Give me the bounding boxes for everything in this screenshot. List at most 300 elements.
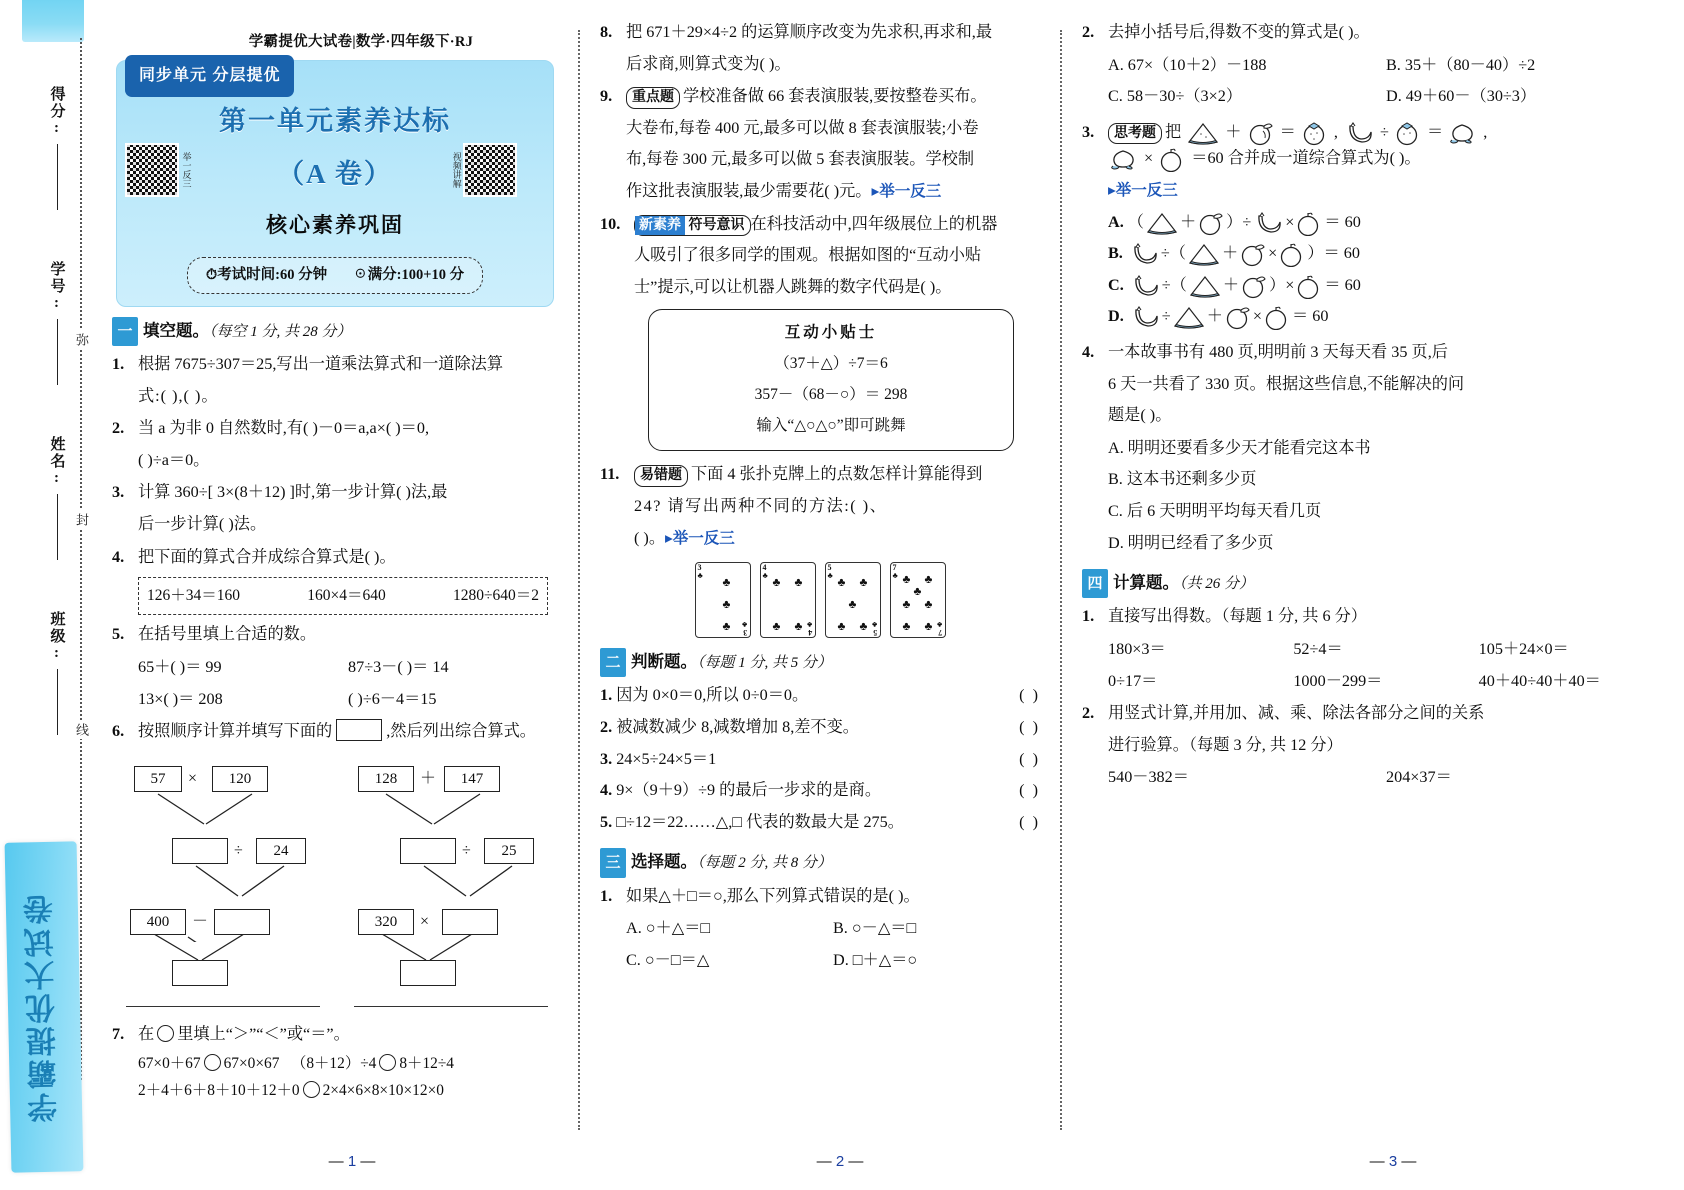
field-score-label: 得分: bbox=[48, 85, 65, 138]
judge-item-1 bbox=[600, 680, 1040, 712]
card-4-pip-1: ♣ bbox=[902, 572, 911, 587]
judge-item-4-answer[interactable]: ( ) bbox=[1019, 781, 1040, 800]
peach-icon-2 bbox=[1109, 146, 1139, 172]
choice-3-stem-b[interactable]: ＝60 合并成一道综合算式为( )。 bbox=[1191, 149, 1421, 168]
column-2 bbox=[580, 0, 1060, 1190]
choice-question-1 bbox=[600, 881, 1040, 913]
book-line: 学霸提优大试卷|数学·四年级下·RJ bbox=[248, 34, 474, 50]
question-10-number: 10. bbox=[600, 214, 621, 233]
judge-item-3-answer[interactable]: ( ) bbox=[1019, 749, 1040, 768]
choice-3-jyfs-link[interactable]: ▸举一反三 bbox=[1108, 181, 1178, 199]
question-10-tags bbox=[634, 215, 751, 237]
q5-eq-1a[interactable]: 65＋( )＝ 99 bbox=[138, 657, 222, 676]
card-4-pip-3: ♣ bbox=[913, 584, 922, 599]
question-2 bbox=[112, 413, 558, 476]
flow-right-result bbox=[344, 934, 558, 986]
question-9-line-2: 大卷布,每卷 400 元,最多可以做 8 套表演服装;小卷 bbox=[626, 118, 979, 137]
calc-1-stem: 直接写出得数。（每题 1 分, 共 6 分） bbox=[1108, 607, 1367, 626]
choice-3-option-d[interactable]: D. ÷ ＋ × ＝ 60 bbox=[1082, 301, 1664, 333]
choice-3-result-c: ＝ 60 bbox=[1324, 275, 1361, 294]
judge-item-3 bbox=[600, 744, 1040, 776]
flow-r-r3-a: 320 bbox=[358, 909, 414, 935]
flow-r-r1-a: 128 bbox=[358, 766, 414, 792]
page-number-3: — 3 — bbox=[1369, 1152, 1417, 1170]
judge-item-5-answer[interactable]: ( ) bbox=[1019, 812, 1040, 831]
card-1-rank-br: 3 ♣ bbox=[742, 620, 748, 638]
flow-r-r2-a[interactable] bbox=[400, 838, 456, 864]
question-2-line-2[interactable]: ( )÷a＝0。 bbox=[138, 450, 210, 469]
field-score bbox=[47, 86, 68, 210]
choice-1-stem[interactable]: 如果△＋□＝○,那么下列算式错误的是( )。 bbox=[626, 886, 920, 905]
question-6-line-1a: 按照顺序计算并填写下面的 bbox=[138, 722, 333, 741]
card-1-rank: 3 ♣ bbox=[697, 563, 703, 581]
choice-3-option-b[interactable]: B. ÷（ ＋ × ）＝ 60 bbox=[1082, 238, 1664, 270]
series-banner bbox=[5, 841, 84, 1172]
choice-3-times: × bbox=[1144, 149, 1154, 168]
question-10-line-1-wrap bbox=[634, 209, 1040, 241]
flow-r-r1-b: 147 bbox=[444, 766, 500, 792]
section-number-4: 四 bbox=[1082, 569, 1108, 598]
card-3-pip-5: ♣ bbox=[859, 619, 868, 634]
flow-l-r3-op: － bbox=[192, 912, 209, 930]
calc-1-eq-3[interactable]: 105＋24×0＝ bbox=[1478, 639, 1569, 658]
flow-r-r1-op: ＋ bbox=[420, 769, 437, 787]
judge-item-5-text: 5. □÷12＝22……△,□ 代表的数最大是 275。 bbox=[600, 812, 904, 831]
qr-code-icon-left[interactable] bbox=[125, 143, 179, 197]
question-7-body bbox=[138, 1019, 558, 1051]
section-points-4: （共 26 分） bbox=[1179, 576, 1255, 593]
section-title-1: 填空题。 bbox=[143, 320, 209, 340]
judge-item-2-text: 2. 被减数减少 8,减数增加 8,差不变。 bbox=[600, 717, 859, 736]
orange-icon-d bbox=[1224, 304, 1252, 330]
question-9-jyfs-link[interactable]: ▸举一反三 bbox=[871, 182, 942, 200]
card-4-pip-2: ♣ bbox=[924, 572, 933, 587]
question-11-line-2[interactable]: 24? 请写出两种不同的方法:( )、 bbox=[634, 496, 888, 515]
q7-p1-right: 67×0×67 bbox=[223, 1055, 280, 1073]
question-5 bbox=[112, 619, 558, 651]
q4-eq-1: 126＋34＝160 bbox=[147, 587, 241, 605]
card-4-pip-6: ♣ bbox=[902, 619, 911, 634]
seal-char-1: 弥 bbox=[72, 330, 91, 349]
choice-2-option-c[interactable]: C. 58－30÷（3×2） bbox=[1108, 87, 1243, 106]
page-subtitle: 核心素养巩固 bbox=[266, 212, 404, 237]
question-7 bbox=[112, 1019, 558, 1051]
q4-eq-3: 1280÷640＝2 bbox=[452, 587, 539, 605]
section-title-4: 计算题。 bbox=[1113, 573, 1179, 593]
tangerine-icon-b bbox=[1278, 241, 1306, 267]
question-9-body bbox=[626, 81, 1040, 207]
orange-icon-a bbox=[1197, 210, 1225, 236]
card-2-pip-1: ♣ bbox=[772, 575, 781, 590]
choice-3-jyfs-row bbox=[1082, 175, 1664, 207]
question-9-number: 9. bbox=[600, 87, 613, 106]
seal-char-3: 线 bbox=[72, 720, 91, 739]
card-4-pip-7: ♣ bbox=[924, 619, 933, 634]
calc-2-body bbox=[1108, 698, 1664, 761]
question-9-line-1: 学校准备做 66 套表演服装,要按整卷买布。 bbox=[683, 87, 987, 106]
judge-item-5 bbox=[600, 807, 1040, 839]
calc-2-eq-1[interactable]: 540－382＝ bbox=[1108, 768, 1189, 787]
playing-card-3-clubs bbox=[695, 562, 751, 638]
exam-sidebar bbox=[0, 0, 98, 1190]
judge-item-1-text: 1. 因为 0×0＝0,所以 0÷0＝0。 bbox=[600, 686, 809, 705]
orange-icon-b bbox=[1239, 241, 1267, 267]
tip-box-line-1: （37＋△）÷7＝6 bbox=[774, 355, 888, 373]
flow-diagram-left bbox=[116, 754, 330, 942]
section-number-3: 三 bbox=[600, 848, 626, 877]
flow-l-r2-b: 24 bbox=[256, 838, 306, 864]
card-4-rank: 7 ♣ bbox=[892, 563, 898, 581]
content-columns bbox=[98, 0, 1684, 1190]
exam-header-card bbox=[116, 60, 554, 306]
page-title: 第一单元素养达标（A 卷） bbox=[219, 106, 451, 189]
calc-1-eq-1[interactable]: 180×3＝ bbox=[1108, 639, 1166, 658]
exam-time: ⏱考试时间:60 分钟 bbox=[205, 267, 328, 284]
choice-1-option-d[interactable]: D. □＋△＝○ bbox=[833, 950, 918, 969]
watermelon-icon-d bbox=[1172, 306, 1206, 330]
card-2-pip-2: ♣ bbox=[794, 575, 803, 590]
question-3-line-2[interactable]: 后一步计算( )法。 bbox=[138, 514, 267, 533]
qr-left[interactable] bbox=[125, 143, 219, 197]
q7-p2-right: 8＋12÷4 bbox=[399, 1055, 454, 1073]
header-pill: 同步单元 分层提优 bbox=[125, 55, 294, 97]
card-3-rank-br: 5 ♣ bbox=[872, 620, 878, 638]
choice-4-line-1: 一本故事书有 480 页,明明前 3 天每天看 35 页,后 bbox=[1108, 342, 1448, 361]
card-1-pip-2: ♣ bbox=[722, 597, 731, 612]
section-title-2: 判断题。 bbox=[631, 652, 697, 672]
playing-cards bbox=[600, 562, 1040, 638]
peach-icon bbox=[1448, 120, 1478, 146]
choice-3-divide-1: ÷ bbox=[1379, 122, 1389, 141]
q4-eq-2: 160×4＝640 bbox=[307, 587, 386, 605]
judge-item-1-answer[interactable]: ( ) bbox=[1019, 686, 1040, 705]
card-4-rank-br: 7 ♣ bbox=[937, 620, 943, 638]
choice-2-option-d[interactable]: D. 49＋60－（30÷3） bbox=[1386, 87, 1537, 106]
orange-icon-c bbox=[1240, 273, 1268, 299]
choice-1-option-b[interactable]: B. ○－△＝□ bbox=[833, 919, 917, 938]
section-points-3: （每题 2 分, 共 8 分） bbox=[697, 855, 833, 872]
tip-box-title: 互动小贴士 bbox=[784, 324, 878, 342]
field-student-id-rule bbox=[57, 319, 58, 385]
q6-answer-line-right[interactable] bbox=[354, 1006, 548, 1007]
tangerine-icon-d bbox=[1263, 304, 1291, 330]
flow-r-r4[interactable] bbox=[400, 960, 456, 986]
q7-p2-left: （8＋12）÷4 bbox=[290, 1055, 377, 1073]
qr-code-icon-right[interactable] bbox=[463, 143, 517, 197]
calc-2-eq-2[interactable]: 204×37＝ bbox=[1386, 768, 1452, 787]
choice-3-label-c: C. bbox=[1108, 275, 1124, 294]
choice-4-line-3[interactable]: 题是( )。 bbox=[1108, 406, 1172, 425]
judge-item-2-answer[interactable]: ( ) bbox=[1019, 717, 1040, 736]
question-3-number: 3. bbox=[112, 483, 125, 502]
choice-2-stem[interactable]: 去掉小括号后,得数不变的算式是( )。 bbox=[1108, 23, 1370, 41]
question-8-body bbox=[626, 17, 1040, 80]
calc-1-eq-5[interactable]: 1000－299＝ bbox=[1293, 671, 1383, 690]
column-3 bbox=[1062, 0, 1684, 1190]
field-name-label: 姓名: bbox=[48, 435, 65, 488]
question-10-tag-outline: 符号意识 bbox=[688, 217, 745, 233]
question-10-line-3[interactable]: 士”提示,可以让机器人跳舞的数字代码是( )。 bbox=[634, 277, 952, 296]
question-9-tag: 重点题 bbox=[626, 87, 680, 109]
choice-4-body bbox=[1108, 337, 1664, 432]
choice-question-4 bbox=[1082, 337, 1664, 432]
calc-1-eq-4[interactable]: 0÷17＝ bbox=[1108, 671, 1158, 690]
question-1 bbox=[112, 349, 558, 412]
watermelon-icon-b bbox=[1187, 243, 1221, 267]
flow-left-result bbox=[116, 934, 330, 986]
choice-1-options-row-2 bbox=[600, 945, 1040, 977]
playing-card-4-clubs bbox=[760, 562, 816, 638]
flow-l-r4[interactable] bbox=[172, 960, 228, 986]
question-5-number: 5. bbox=[112, 625, 125, 644]
judge-item-2 bbox=[600, 712, 1040, 744]
flow-r-r2-b: 25 bbox=[484, 838, 534, 864]
question-11-line-1: 下面 4 张扑克牌上的点数怎样计算能得到 bbox=[691, 465, 983, 484]
choice-1-option-a[interactable]: A. ○＋△＝□ bbox=[626, 919, 711, 938]
question-3 bbox=[112, 477, 558, 540]
q5-eq-2b[interactable]: ( )÷6－4＝15 bbox=[348, 689, 437, 708]
choice-2-option-a[interactable]: A. 67×（10＋2）－188 bbox=[1108, 55, 1267, 74]
calc-question-2 bbox=[1082, 698, 1664, 761]
card-4-pip-4: ♣ bbox=[902, 597, 911, 612]
flow-r-r3-op: × bbox=[420, 912, 430, 930]
q6-answer-line-left[interactable] bbox=[126, 1006, 320, 1007]
choice-4-option-d[interactable]: D. 明明已经看了多少页 bbox=[1108, 533, 1274, 552]
question-7-line-1a: 在 bbox=[138, 1024, 155, 1043]
exam-meta bbox=[187, 257, 483, 293]
calc-1-row-1 bbox=[1082, 634, 1664, 666]
question-9-line-1-wrap bbox=[626, 81, 1040, 113]
choice-3-equals-1: ＝ bbox=[1279, 122, 1296, 141]
field-class-rule bbox=[57, 669, 58, 735]
question-6-body bbox=[138, 716, 558, 748]
qr-right-label: 视频讲解 bbox=[451, 152, 462, 189]
card-3-rank: 5 ♣ bbox=[827, 563, 833, 581]
question-1-line-2[interactable]: 式:( ),( )。 bbox=[138, 386, 219, 405]
flow-r-r2-op: ÷ bbox=[462, 841, 471, 859]
question-7-line-1b: 里填上“＞”“＜”或“＝”。 bbox=[177, 1024, 350, 1043]
question-4 bbox=[112, 542, 558, 574]
question-2-line-1[interactable]: 当 a 为非 0 自然数时,有( )－0＝a,a×( )＝0, bbox=[138, 419, 430, 438]
question-8-line-1: 把 671＋29×4÷2 的运算顺序改变为先求积,再求和,最 bbox=[626, 23, 993, 41]
tip-box-line-3: 输入“△○△○”即可跳舞 bbox=[756, 417, 906, 435]
judge-item-3-text: 3. 24×5÷24×5＝1 bbox=[600, 749, 717, 768]
question-3-body bbox=[138, 477, 558, 540]
choice-3-label-b: B. bbox=[1108, 244, 1123, 263]
tangerine-icon-c bbox=[1295, 273, 1323, 299]
choice-1-number: 1. bbox=[600, 886, 613, 905]
card-3-pip-1: ♣ bbox=[837, 575, 846, 590]
q7-circle-2[interactable] bbox=[379, 1054, 396, 1071]
q7-circle-3[interactable] bbox=[303, 1081, 320, 1098]
flow-l-r2-op: ÷ bbox=[234, 841, 243, 859]
question-6-number: 6. bbox=[112, 722, 125, 741]
choice-3-tag: 思考题 bbox=[1108, 123, 1162, 145]
section-points-2: （每题 1 分, 共 5 分） bbox=[697, 655, 833, 672]
flow-l-r2-a[interactable] bbox=[172, 838, 228, 864]
choice-1-options-row-1 bbox=[600, 913, 1040, 945]
orange-icon bbox=[1247, 120, 1275, 146]
question-8-number: 8. bbox=[600, 23, 613, 41]
question-6-diagrams bbox=[116, 754, 558, 942]
card-3-pip-2: ♣ bbox=[859, 575, 868, 590]
choice-1-option-c[interactable]: C. ○－□＝△ bbox=[626, 950, 710, 969]
question-11 bbox=[600, 459, 1040, 554]
card-4-pip-5: ♣ bbox=[924, 597, 933, 612]
flow-l-r3-a: 400 bbox=[130, 909, 186, 935]
calc-2-line-2: 进行验算。（每题 3 分, 共 12 分） bbox=[1108, 735, 1343, 754]
flow-r-r3-b[interactable] bbox=[442, 909, 498, 935]
calc-2-line-1: 用竖式计算,并用加、减、乘、除法各部分之间的关系 bbox=[1108, 704, 1485, 723]
page-number-2: — 2 — bbox=[816, 1152, 864, 1170]
choice-4-number: 4. bbox=[1082, 342, 1095, 361]
question-11-jyfs-link[interactable]: ▸举一反三 bbox=[665, 529, 735, 547]
field-class-label: 班级: bbox=[48, 610, 65, 663]
question-11-number: 11. bbox=[600, 465, 620, 484]
page-number-1: — 1 — bbox=[328, 1152, 376, 1170]
choice-3-label-d: D. bbox=[1108, 307, 1124, 326]
strawberry-icon bbox=[1301, 120, 1329, 146]
question-4-number: 4. bbox=[112, 547, 125, 566]
banana-icon-b bbox=[1128, 241, 1160, 267]
flow-l-r1-a: 57 bbox=[134, 766, 182, 792]
q5-eq-1b[interactable]: 87÷3－( )＝ 14 bbox=[348, 657, 449, 676]
card-1-pip-3: ♣ bbox=[722, 619, 731, 634]
playing-card-7-clubs bbox=[890, 562, 946, 638]
watermelon-icon-a bbox=[1145, 212, 1179, 236]
field-name bbox=[47, 436, 68, 560]
choice-2-option-b[interactable]: B. 35＋（80－40）÷2 bbox=[1386, 55, 1536, 74]
strawberry-icon-2 bbox=[1394, 120, 1422, 146]
question-11-tag: 易错题 bbox=[634, 465, 688, 487]
choice-3-result-a: ＝ 60 bbox=[1324, 212, 1361, 231]
calc-2-row-1 bbox=[1082, 762, 1664, 794]
choice-4-option-c[interactable]: C. 后 6 天明明平均每天看几页 bbox=[1108, 501, 1322, 520]
q7-p1-left: 67×0＋67 bbox=[138, 1055, 201, 1073]
field-name-rule bbox=[57, 494, 58, 560]
question-5-row-2 bbox=[112, 684, 558, 716]
question-10-tag-blue: 新素养 bbox=[635, 216, 685, 236]
card-2-rank: 4 ♣ bbox=[762, 563, 768, 581]
choice-3-number: 3. bbox=[1082, 122, 1095, 141]
choice-2-number: 2. bbox=[1082, 23, 1095, 41]
choice-4-option-a[interactable]: A. 明明还要看多少天才能看完这本书 bbox=[1108, 438, 1371, 457]
exam-total-score: ☉满分:100+10 分 bbox=[353, 267, 465, 284]
card-3-pip-4: ♣ bbox=[837, 619, 846, 634]
question-9 bbox=[600, 81, 1040, 207]
choice-3-option-c[interactable]: C. ÷（ ＋ ）× ＝ 60 bbox=[1082, 270, 1664, 302]
choice-3-stem-a: 把 bbox=[1165, 122, 1182, 141]
calc-1-row-2 bbox=[1082, 666, 1664, 698]
tip-box-line-2: 357－（68－○）＝ 298 bbox=[754, 386, 908, 404]
section-heading-calc bbox=[1082, 567, 1664, 599]
question-7-number: 7. bbox=[112, 1024, 125, 1043]
choice-3-plus-1: ＋ bbox=[1225, 122, 1242, 141]
section-points-1: （每空 1 分, 共 28 分） bbox=[209, 323, 352, 340]
question-11-body bbox=[634, 459, 1040, 554]
question-8 bbox=[600, 17, 1040, 80]
question-6-line-1b: ,然后列出综合算式。 bbox=[386, 722, 536, 741]
calc-1-eq-2[interactable]: 52÷4＝ bbox=[1293, 639, 1343, 658]
question-1-line-1: 根据 7675÷307＝25,写出一道乘法算式和一道除法算 bbox=[138, 355, 504, 373]
watermelon-icon-c bbox=[1188, 275, 1222, 299]
tangerine-icon bbox=[1158, 146, 1186, 172]
q7-p3-right: 2×4×6×8×10×12×0 bbox=[322, 1082, 444, 1100]
q5-eq-2a[interactable]: 13×( )＝ 208 bbox=[138, 689, 223, 708]
section-number-1: 一 bbox=[112, 317, 138, 346]
flow-result-row bbox=[116, 934, 558, 986]
question-2-body bbox=[138, 413, 558, 476]
answer-box-icon[interactable] bbox=[336, 719, 382, 741]
q7-circle-1[interactable] bbox=[204, 1054, 221, 1071]
question-3-line-1[interactable]: 计算 360÷[ 3×(8＋12) ]时,第一步计算( )法,最 bbox=[138, 483, 448, 502]
choice-4-option-b[interactable]: B. 这本书还剩多少页 bbox=[1108, 470, 1257, 489]
judge-item-4-text: 4. 9×（9＋9）÷9 的最后一步求的是商。 bbox=[600, 781, 882, 800]
question-1-body bbox=[138, 349, 558, 412]
calc-1-eq-6[interactable]: 40＋40÷40＋40＝ bbox=[1478, 671, 1601, 690]
card-2-pip-3: ♣ bbox=[772, 619, 781, 634]
question-7-row-1 bbox=[112, 1051, 558, 1078]
field-score-rule bbox=[57, 144, 58, 210]
question-7-row-2 bbox=[112, 1078, 558, 1105]
column-1 bbox=[98, 0, 578, 1190]
flow-l-r3-b[interactable] bbox=[214, 909, 270, 935]
sidebar-fields bbox=[40, 60, 74, 760]
choice-3-option-a[interactable]: A. （ ＋ ）÷ × ＝ 60 bbox=[1082, 207, 1664, 239]
flow-l-r1-b: 120 bbox=[212, 766, 268, 792]
question-4-body bbox=[138, 542, 558, 574]
question-5-body: 在括号里填上合适的数。 bbox=[138, 625, 317, 644]
qr-right[interactable] bbox=[451, 143, 545, 197]
tangerine-icon-a bbox=[1295, 210, 1323, 236]
question-11-line-3-wrap bbox=[634, 523, 1040, 555]
question-4-line-1[interactable]: 把下面的算式合并成综合算式是( )。 bbox=[138, 547, 396, 566]
choice-3-label-a: A. bbox=[1108, 212, 1124, 231]
question-1-number: 1. bbox=[112, 355, 125, 373]
card-3-pip-3: ♣ bbox=[848, 597, 857, 612]
choice-question-2 bbox=[1082, 17, 1664, 49]
section-title-3: 选择题。 bbox=[631, 852, 697, 872]
judge-item-4 bbox=[600, 775, 1040, 807]
q6-answer-lines bbox=[116, 1000, 558, 1007]
section-heading-choice bbox=[600, 846, 1040, 878]
card-2-pip-4: ♣ bbox=[794, 619, 803, 634]
question-9-line-4-wrap bbox=[626, 176, 1040, 208]
question-6 bbox=[112, 716, 558, 748]
section-number-2: 二 bbox=[600, 648, 626, 677]
choice-2-options-row-1 bbox=[1082, 50, 1664, 82]
question-9-line-3: 布,每卷 300 元,最多可以做 5 套表演服装。学校制 bbox=[626, 150, 975, 169]
question-11-line-3[interactable]: ( )。 bbox=[634, 528, 666, 547]
question-8-line-2[interactable]: 后求商,则算式变为( )。 bbox=[626, 54, 791, 73]
calc-1-number: 1. bbox=[1082, 607, 1095, 626]
question-10-body bbox=[634, 209, 1040, 304]
q7-p3-left: 2＋4＋6＋8＋10＋12＋0 bbox=[138, 1082, 300, 1100]
choice-3-result-d: ＝ 60 bbox=[1292, 307, 1329, 326]
choice-2-options-row-2 bbox=[1082, 81, 1664, 113]
question-10-line-1: 在科技活动中,四年级展位上的机器 bbox=[750, 214, 998, 233]
seal-char-2: 封 bbox=[72, 510, 91, 529]
calc-question-1 bbox=[1082, 601, 1664, 633]
circle-blank-icon[interactable] bbox=[157, 1025, 174, 1042]
playing-card-5-clubs bbox=[825, 562, 881, 638]
watermelon-icon bbox=[1186, 122, 1220, 146]
interactive-tip-box bbox=[648, 309, 1014, 451]
question-10 bbox=[600, 209, 1040, 304]
choice-3-comma-2: , bbox=[1483, 122, 1488, 141]
flow-l-r1-op: × bbox=[188, 769, 198, 787]
question-9-line-4[interactable]: 作这批表演服装,最少需要花( )元。 bbox=[626, 181, 872, 200]
